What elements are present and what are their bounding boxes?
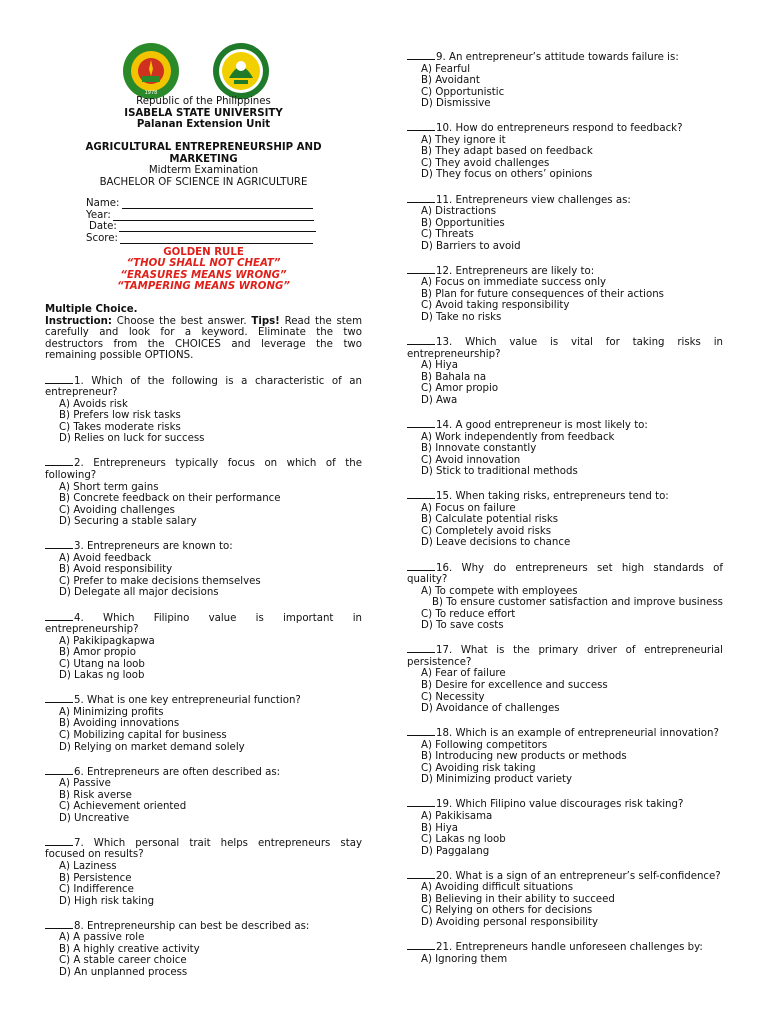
question-item [407, 869, 723, 929]
answer-option[interactable]: B) Avoiding innovations [59, 718, 180, 730]
question-stem [45, 456, 362, 481]
date-field[interactable] [86, 221, 362, 233]
answer-option[interactable]: D) Awa [421, 394, 458, 406]
question-text: Why do entrepreneurs set high standards of quality? [407, 562, 723, 586]
answer-blank[interactable] [407, 869, 435, 879]
answer-option[interactable]: A) Laziness [59, 861, 117, 872]
answer-option[interactable]: A) Fearful [421, 63, 471, 75]
score-label: Score: [86, 233, 118, 245]
instruction-text-2: Read the stem carefully and look for a keyword. Eliminate the two destructors from the CHOICES and leverage the two remaining possible OPTIONS. [45, 315, 362, 362]
answer-option[interactable]: C) Completely avoid risks [421, 525, 552, 537]
answer-option[interactable]: A) Following competitors [421, 739, 548, 751]
question-stem [407, 940, 723, 954]
instructions-text [45, 316, 362, 362]
answer-option[interactable]: A) Pakikipagkapwa [59, 635, 155, 647]
answer-option[interactable]: D) Stick to traditional methods [421, 466, 578, 478]
question-item [45, 456, 362, 527]
answer-option[interactable]: C) Prefer to make decisions themselves [59, 575, 261, 587]
question-item [45, 836, 362, 907]
logo-year: 1978 [144, 90, 158, 96]
answer-option[interactable]: D) Uncreative [59, 812, 130, 824]
answer-option[interactable]: B) They adapt based on feedback [421, 146, 593, 158]
name-label: Name: [86, 198, 120, 210]
instruction-text-1: Choose the best answer. [111, 315, 252, 327]
question-stem [45, 539, 362, 553]
question-text: Entrepreneurship can best be described as: [86, 920, 310, 932]
answer-option[interactable]: B) Believing in their ability to succeed [421, 893, 615, 905]
question-stem [45, 374, 362, 399]
answer-option[interactable]: A) Focus on failure [421, 502, 516, 514]
question-number: 1. [74, 375, 84, 387]
question-item [407, 726, 723, 786]
question-number: 7. [74, 837, 84, 849]
answer-option[interactable]: A) Distractions [421, 206, 497, 218]
answer-option[interactable]: C) Utang na loob [59, 658, 145, 670]
question-stem [407, 335, 723, 360]
name-blank[interactable] [122, 198, 313, 209]
answer-option[interactable]: A) Passive [59, 778, 111, 790]
question-stem [45, 919, 362, 933]
question-text: Which of the following is a characteristic of an entrepreneur? [45, 375, 362, 399]
isu-seal-logo [122, 42, 180, 100]
question-text: What is the primary driver of entrepreneurial persistence? [407, 645, 723, 668]
question-number: 18. [436, 728, 453, 740]
answer-blank[interactable] [407, 726, 435, 736]
student-info-fields [86, 198, 362, 244]
question-number: 13. [436, 337, 453, 349]
answer-option[interactable]: B) Persistence [59, 872, 132, 884]
date-label: Date: [89, 221, 117, 233]
tips-label: Tips! [251, 315, 280, 327]
answer-option[interactable]: C) Relying on others for decisions [421, 905, 593, 917]
question-text: Which Filipino value discourages risk taking? [455, 799, 684, 811]
question-text: Which value is vital for taking risks in entrepreneurship? [407, 337, 723, 360]
question-number: 8. [74, 920, 84, 932]
golden-rule-line: “ERASURES MEANS WRONG” [120, 269, 287, 281]
question-number: 9. [436, 52, 446, 63]
answer-blank[interactable] [407, 121, 435, 131]
answer-option[interactable]: A) Work independently from feedback [421, 431, 615, 443]
year-field[interactable] [86, 210, 362, 222]
question-text: What is a sign of an entrepreneur’s self-confidence? [455, 870, 721, 882]
score-field[interactable] [86, 233, 362, 245]
year-label: Year: [86, 209, 111, 221]
answer-blank[interactable] [407, 797, 435, 807]
answer-option[interactable]: C) Avoiding risk taking [421, 762, 536, 774]
program-name: BACHELOR OF SCIENCE IN AGRICULTURE [99, 176, 308, 188]
question-item [45, 919, 362, 979]
answer-option[interactable]: A) Avoiding difficult situations [421, 882, 574, 894]
answer-option[interactable]: A) To compete with employees [421, 585, 578, 597]
answer-blank[interactable] [407, 264, 435, 274]
question-text: Entrepreneurs are often described as: [86, 766, 281, 778]
answer-option[interactable]: D) Take no risks [421, 312, 502, 324]
answer-option[interactable]: A) Focus on immediate success only [421, 277, 607, 289]
question-text: What is one key entrepreneurial function? [86, 695, 301, 707]
answer-blank[interactable] [45, 693, 73, 703]
question-item [407, 193, 723, 253]
answer-option[interactable]: B) To ensure customer satisfaction and improve business [432, 597, 723, 609]
question-number: 17. [436, 645, 453, 657]
answer-option[interactable]: A) Minimizing profits [59, 706, 164, 718]
question-item [407, 489, 723, 549]
answer-blank[interactable] [407, 643, 435, 653]
question-stem [407, 561, 723, 586]
question-stem [407, 643, 723, 668]
question-item [407, 643, 723, 714]
question-stem [45, 836, 362, 861]
answer-option[interactable]: A) Ignoring them [421, 953, 508, 965]
question-number: 4. [74, 612, 84, 624]
answer-option[interactable]: D) Avoiding personal responsibility [421, 916, 599, 928]
question-item [407, 264, 723, 324]
question-text: How do entrepreneurs respond to feedback? [455, 123, 683, 135]
answer-option[interactable]: A) Avoid feedback [59, 552, 152, 564]
answer-option[interactable]: C) They avoid challenges [421, 157, 550, 169]
golden-rule [45, 247, 362, 293]
unit-name: Palanan Extension Unit [136, 119, 271, 131]
answer-blank[interactable] [45, 611, 73, 621]
answer-option[interactable]: C) To reduce effort [421, 608, 516, 620]
answer-option[interactable]: C) Takes moderate risks [59, 421, 181, 433]
question-text: When taking risks, entrepreneurs tend to: [455, 491, 669, 503]
answer-option[interactable]: D) High risk taking [59, 895, 155, 907]
question-number: 20. [436, 870, 453, 882]
answer-blank[interactable] [407, 940, 435, 950]
question-item [407, 335, 723, 406]
university-name: ISABELA STATE UNIVERSITY [124, 107, 283, 119]
answer-option[interactable]: B) Amor propio [59, 647, 136, 659]
question-item [45, 693, 362, 753]
answer-option[interactable]: D) Barriers to avoid [421, 240, 521, 252]
answer-blank[interactable] [407, 50, 435, 60]
header-logos [82, 42, 322, 102]
unit-seal-logo [212, 42, 270, 100]
question-text: Entrepreneurs typically focus on which of the following? [45, 458, 362, 481]
answer-option[interactable]: B) Introducing new products or methods [421, 751, 627, 763]
answer-option[interactable]: D) Securing a stable salary [59, 516, 197, 528]
answer-option[interactable]: B) Plan for future consequences of their actions [421, 288, 664, 300]
question-number: 5. [74, 695, 84, 707]
answer-option[interactable]: D) Paggalang [421, 845, 490, 857]
answer-option[interactable]: B) Desire for excellence and success [421, 679, 608, 691]
answer-option[interactable]: C) Lakas ng loob [421, 834, 506, 846]
answer-blank[interactable] [407, 418, 435, 428]
question-stem [407, 121, 723, 135]
answer-option[interactable]: B) Prefers low risk tasks [59, 410, 181, 422]
answer-option[interactable]: C) Indifference [59, 884, 134, 896]
answer-option[interactable]: B) A highly creative activity [59, 943, 200, 955]
answer-option[interactable]: C) Threats [421, 229, 474, 241]
question-item [407, 418, 723, 478]
exam-header [45, 96, 362, 990]
answer-option[interactable]: D) Avoidance of challenges [421, 703, 560, 715]
golden-rule-line: “TAMPERING MEANS WRONG” [117, 281, 290, 293]
answer-blank[interactable] [407, 561, 435, 571]
question-number: 11. [436, 194, 453, 206]
answer-option[interactable]: A) They ignore it [421, 134, 506, 146]
answer-option[interactable]: C) Amor propio [421, 383, 499, 395]
question-stem [407, 489, 723, 503]
answer-option[interactable]: C) Mobilizing capital for business [59, 729, 227, 741]
question-text: Which personal trait helps entrepreneurs stay focused on results? [45, 837, 362, 861]
year-blank[interactable] [113, 210, 314, 221]
answer-option[interactable]: C) Avoid taking responsibility [421, 300, 570, 312]
question-item [407, 561, 723, 632]
answer-option[interactable]: C) Achievement oriented [59, 801, 187, 813]
question-number: 19. [436, 799, 453, 811]
question-stem [407, 193, 723, 207]
question-list-left [45, 374, 362, 979]
question-number: 15. [436, 491, 453, 503]
question-text: A good entrepreneur is most likely to: [455, 419, 648, 431]
answer-option[interactable]: C) Avoid innovation [421, 454, 521, 466]
answer-option[interactable]: C) Opportunistic [421, 86, 505, 98]
question-text: Which Filipino value is important in entrepreneurship? [45, 612, 362, 636]
answer-blank[interactable] [45, 836, 73, 846]
answer-option[interactable]: A) Short term gains [59, 481, 159, 493]
question-stem [407, 50, 723, 64]
answer-option[interactable]: D) Relies on luck for success [59, 433, 205, 445]
golden-rule-line: “THOU SHALL NOT CHEAT” [126, 258, 281, 270]
exam-type: Midterm Examination [148, 165, 259, 177]
question-item [407, 797, 723, 857]
question-text: Which is an example of entrepreneurial innovation? [455, 728, 719, 740]
question-item [45, 539, 362, 599]
answer-option[interactable]: B) Hiya [421, 822, 458, 834]
question-number: 3. [74, 541, 84, 553]
answer-option[interactable]: B) Concrete feedback on their performance [59, 493, 281, 505]
answer-blank[interactable] [45, 374, 73, 384]
question-stem [45, 611, 362, 636]
answer-option[interactable]: A) Pakikisama [421, 811, 493, 822]
question-stem [407, 264, 723, 278]
answer-option[interactable]: A) A passive role [59, 932, 145, 944]
question-number: 12. [436, 265, 453, 277]
answer-option[interactable]: C) Avoiding challenges [59, 504, 175, 516]
answer-option[interactable]: D) To save costs [421, 620, 504, 632]
question-item [45, 765, 362, 825]
question-stem [407, 726, 723, 740]
answer-option[interactable]: D) Delegate all major decisions [59, 587, 219, 599]
answer-blank[interactable] [45, 539, 73, 549]
answer-option[interactable]: A) Avoids risk [59, 398, 128, 410]
answer-option[interactable]: D) Relying on market demand solely [59, 741, 245, 753]
answer-blank[interactable] [407, 193, 435, 203]
question-stem [45, 765, 362, 779]
answer-option[interactable]: D) Leave decisions to chance [421, 537, 571, 549]
answer-option[interactable]: B) Risk averse [59, 789, 132, 801]
question-item [45, 611, 362, 682]
name-field[interactable] [86, 198, 362, 210]
question-text: Entrepreneurs handle unforeseen challenges by: [455, 942, 703, 954]
country-line: Republic of the Philippines [136, 96, 271, 107]
question-number: 14. [436, 419, 453, 431]
question-stem [407, 797, 723, 811]
question-text: Entrepreneurs are likely to: [455, 265, 595, 277]
question-number: 2. [74, 458, 84, 470]
answer-option[interactable]: B) Bahala na [421, 371, 487, 383]
answer-option[interactable]: B) Opportunities [421, 217, 505, 229]
answer-blank[interactable] [45, 765, 73, 775]
answer-option[interactable]: C) A stable career choice [59, 955, 187, 967]
answer-option[interactable]: D) An unplanned process [59, 966, 188, 978]
question-item [407, 940, 723, 965]
answer-option[interactable]: D) Lakas ng loob [59, 670, 145, 682]
question-stem [407, 418, 723, 432]
answer-option[interactable]: D) They focus on others’ opinions [421, 169, 593, 181]
answer-option[interactable]: A) Hiya [421, 360, 458, 372]
question-number: 16. [436, 562, 453, 574]
answer-option[interactable]: D) Minimizing product variety [421, 774, 573, 786]
question-text: An entrepreneur’s attitude towards failure is: [448, 52, 679, 63]
question-item [407, 50, 723, 110]
course-title-line1: AGRICULTURAL ENTREPRENEURSHIP AND [85, 142, 322, 154]
question-number: 6. [74, 766, 84, 778]
answer-blank[interactable] [407, 489, 435, 499]
answer-blank[interactable] [407, 335, 435, 345]
answer-blank[interactable] [45, 456, 73, 466]
answer-option[interactable]: B) Avoidant [421, 75, 480, 87]
answer-option[interactable]: B) Avoid responsibility [59, 564, 173, 576]
question-stem [45, 693, 362, 707]
question-text: Entrepreneurs view challenges as: [455, 194, 631, 206]
score-blank[interactable] [120, 233, 313, 244]
section-heading: Multiple Choice. [45, 304, 138, 316]
golden-rule-title: GOLDEN RULE [163, 246, 244, 258]
question-list-right [407, 50, 723, 977]
instruction-label: Instruction: [45, 315, 112, 327]
answer-option[interactable]: A) Fear of failure [421, 668, 506, 680]
question-stem [407, 869, 723, 883]
answer-option[interactable]: B) Innovate constantly [421, 443, 537, 455]
question-number: 21. [436, 942, 453, 954]
answer-option[interactable]: D) Dismissive [421, 98, 491, 110]
date-blank[interactable] [119, 221, 316, 232]
answer-option[interactable]: B) Calculate potential risks [421, 514, 559, 526]
question-number: 10. [436, 123, 453, 135]
course-title-line2: MARKETING [169, 153, 238, 165]
answer-option[interactable]: C) Necessity [421, 691, 485, 703]
question-item [407, 121, 723, 181]
answer-blank[interactable] [45, 919, 73, 929]
question-item [45, 374, 362, 445]
question-text: Entrepreneurs are known to: [86, 541, 233, 553]
